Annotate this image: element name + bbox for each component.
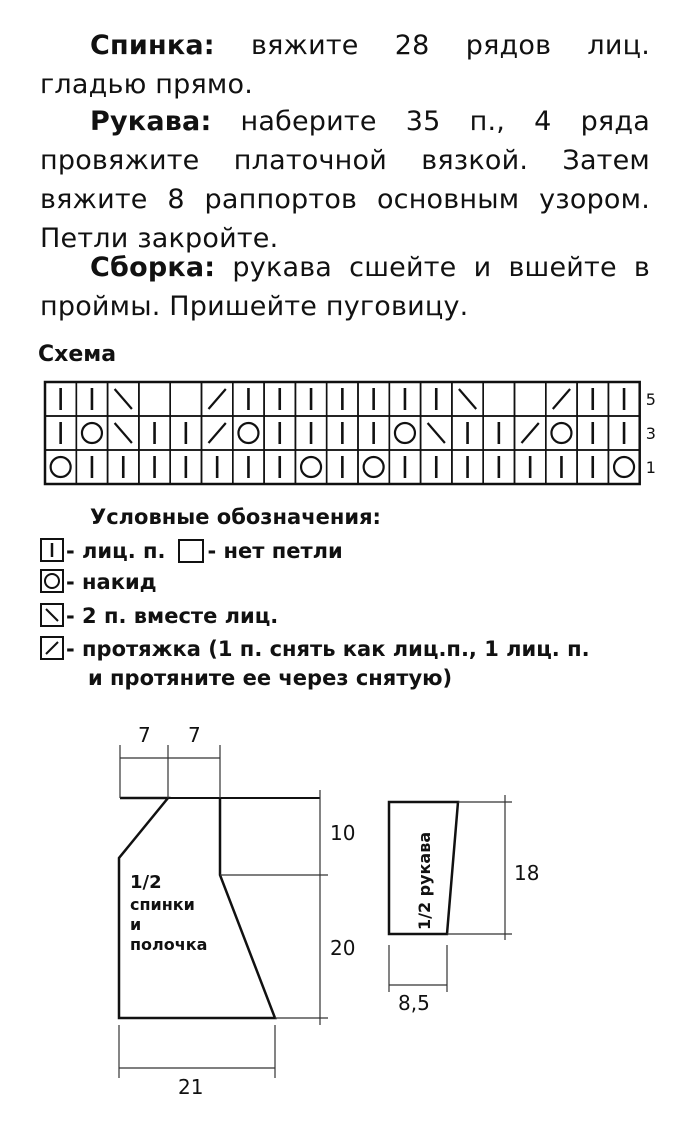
chart-row-number: 3 — [645, 424, 656, 443]
chart-k2tog-mark — [115, 389, 132, 409]
body-label-back: спинки — [130, 895, 195, 914]
legend-title: Условные обозначения: — [90, 505, 381, 529]
chart-k2tog-mark — [115, 423, 132, 443]
legend-ssk-label: - протяжка (1 п. снять как лиц.п., 1 лиц. п. — [66, 637, 590, 661]
chart-cell — [139, 382, 170, 416]
chart-yarn-over-mark — [238, 423, 258, 443]
chart-yarn-over-mark — [395, 423, 415, 443]
chart-yarn-over-mark — [82, 423, 102, 443]
legend-yarn-over-label: - накид — [66, 570, 157, 594]
body-dim-top-right: 7 — [188, 723, 201, 747]
body-dim-bottom: 21 — [178, 1075, 204, 1099]
body-dimension-lines — [119, 745, 328, 1078]
chart-cell — [170, 382, 201, 416]
legend-yarn-over — [40, 569, 157, 595]
legend-k2tog-label: - 2 п. вместе лиц. — [66, 604, 279, 628]
chart-k2tog-mark — [428, 423, 445, 443]
chart-k2tog-mark — [459, 389, 476, 409]
chart-yarn-over-mark — [614, 457, 634, 477]
body-dim-lower: 20 — [330, 936, 356, 960]
back-lead: Спинка: — [90, 30, 215, 61]
sleeve-dimension-lines — [389, 795, 512, 992]
sleeve-body: наберите 35 п., 4 ряда провяжите платочной вязкой. Затем вяжите 8 раппортов основным узором. Петли закройте. — [40, 106, 650, 254]
knit-symbol-icon — [40, 538, 66, 564]
knitting-chart — [0, 0, 695, 500]
chart-title: Схема — [38, 342, 117, 367]
chart-yarn-over-mark — [51, 457, 71, 477]
body-piece-outline — [119, 798, 275, 1018]
body-label-front: полочка — [130, 935, 208, 954]
sleeve-dim-height: 18 — [514, 861, 540, 885]
chart-ssk-mark — [522, 423, 539, 443]
legend-no-stitch-label: - нет петли — [207, 539, 343, 563]
chart-ssk-mark — [209, 389, 226, 409]
chart-yarn-over-mark — [301, 457, 321, 477]
chart-cell — [515, 382, 546, 416]
chart-row-number: 1 — [645, 458, 656, 477]
yarn-over-symbol-icon — [40, 569, 66, 595]
sleeve-lead: Рукава: — [90, 106, 212, 137]
body-dim-top-left: 7 — [138, 723, 151, 747]
sleeve-dim-bottom: 8,5 — [398, 991, 430, 1015]
sleeve-label: 1/2 рукава — [415, 831, 434, 930]
chart-row-number: 5 — [645, 390, 656, 409]
back-body: вяжите 28 рядов лиц. гладью прямо. — [40, 30, 650, 100]
body-label-fraction: 1/2 — [130, 872, 162, 893]
chart-cell — [483, 382, 514, 416]
chart-ssk-mark — [209, 423, 226, 443]
ssk-symbol-icon — [40, 636, 66, 662]
body-label-and: и — [130, 915, 142, 934]
no-stitch-symbol-icon — [173, 537, 207, 565]
k2tog-symbol-icon — [40, 603, 66, 629]
legend-ssk — [40, 636, 590, 690]
assembly-lead: Сборка: — [90, 252, 216, 283]
chart-yarn-over-mark — [364, 457, 384, 477]
legend-k2tog — [40, 603, 278, 629]
chart-ssk-mark — [553, 389, 570, 409]
body-dim-upper: 10 — [330, 821, 356, 845]
legend-knit — [40, 537, 343, 565]
legend-knit-label: - лиц. п. — [66, 539, 166, 563]
chart-yarn-over-mark — [551, 423, 571, 443]
sleeve-piece-outline — [389, 802, 458, 934]
assembly-body: рукава сшейте и вшейте в проймы. Пришейте пуговицу. — [40, 252, 650, 322]
legend-ssk-label-cont: и протяните ее через снятую) — [88, 666, 453, 690]
